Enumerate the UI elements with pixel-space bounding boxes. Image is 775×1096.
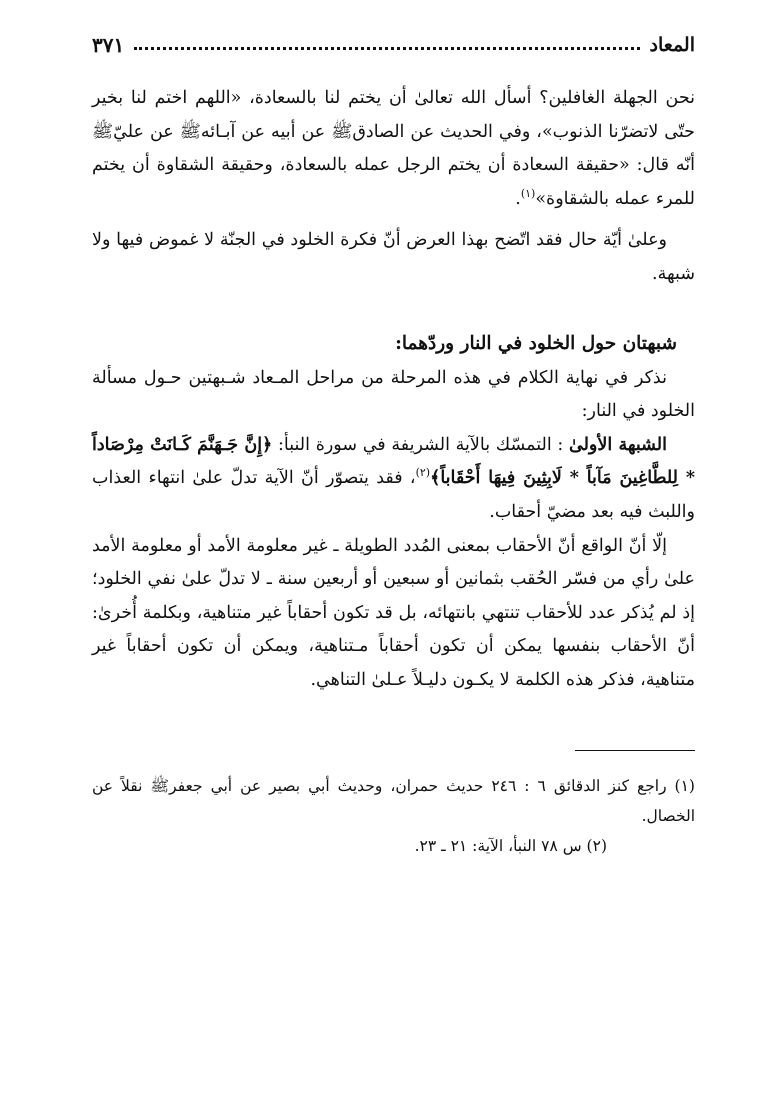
first-objection-text-a: : التمسّك بالآية الشريفة في سورة النبأ: xyxy=(272,434,570,455)
footnotes xyxy=(92,771,695,861)
first-objection xyxy=(92,429,695,530)
section-heading: شبهتان حول الخلود في النار وردّهما: xyxy=(395,332,677,354)
page-number: ٣٧١ xyxy=(92,33,125,57)
document-page xyxy=(92,28,695,1068)
footnote-2: (٢) س ٧٨ النبأ، الآية: ٢١ ـ ٢٣. xyxy=(414,836,607,855)
paragraph-2: وعلىٰ أيّة حال فقد اتّضح بهذا العرض أنّ فكرة الخلود في الجنّة لا غموض فيها ولا شبهة. xyxy=(92,230,695,284)
first-objection-label: الشبهة الأولىٰ xyxy=(569,434,667,455)
chapter-title: المعاد xyxy=(649,34,695,56)
response-paragraph: إلّا أنّ الواقع أنّ الأحقاب بمعنى المُدد الطويلة ـ غير معلومة الأمد أو معلومة الأمد علىٰ رأي من فسّر الحُقب بثمانين أو سبعين أو أربعين سنة ـ لا تدلّ علىٰ نفي الخلود؛ إذ لم يُذكر عدد للأحقاب تنتهي بانتهائه، بل قد تكون أحقاباً غير متناهية، وبكلمة أُخرىٰ: أنّ الأحقاب بنفسها يمكن أن تكون أحقاباً مـتناهية، ويمكن أن تكون أحقاباً غير متناهية، فذكر هذه الكلمة لا يكـون دليـلاً عـلىٰ التناهي. xyxy=(92,535,695,690)
running-header xyxy=(92,28,695,62)
paragraph-1-end: . xyxy=(515,188,521,209)
header-dot-leader xyxy=(134,47,639,50)
footnote-1: (١) راجع كنز الدقائق ٦ : ٢٤٦ حديث حمران، وحديث أبي بصير عن أبي جعفرﷺ نقلاً عن الخصال. xyxy=(92,776,695,825)
paragraph-1 xyxy=(92,82,695,216)
footnote-ref-2[interactable]: (٢) xyxy=(415,466,431,480)
footnote-ref-1[interactable]: (١) xyxy=(520,186,536,200)
quran-verse: ﴿إِنَّ جَـهَنَّمَ كَـانَتْ مِرْصَاداً * لِلطَّاغِينَ مَآباً * لَابِثِينَ فِيهَا أَحْقَاباً﴾ xyxy=(92,434,695,489)
section-intro: نذكر في نهاية الكلام في هذه المرحلة من مراحل المـعاد شـبهتين حـول مسألة الخلود في النار: xyxy=(92,367,695,422)
paragraph-1-text: نحن الجهلة الغافلين؟ أسأل الله تعالىٰ أن يختم لنا بالسعادة، «اللهم اختم لنا بخير حتّى لاتضرّنا الذنوب»، وفي الحديث عن الصادقﷺ عن أبيه عن آبـائهﷺ عن عليّﷺ أنّه قال: «حقيقة السعادة أن يختم الرجل عمله بالسعادة، وحقيقة الشقاوة أن يختم للمرء عمله بالشقاوة» xyxy=(92,88,695,209)
footnote-separator xyxy=(575,750,695,751)
first-objection-text-b: ، فقد يتصوّر أنّ الآية تدلّ علىٰ انتهاء العذاب واللبث فيه بعد مضيّ أحقاب. xyxy=(92,468,695,522)
main-text xyxy=(92,82,695,698)
